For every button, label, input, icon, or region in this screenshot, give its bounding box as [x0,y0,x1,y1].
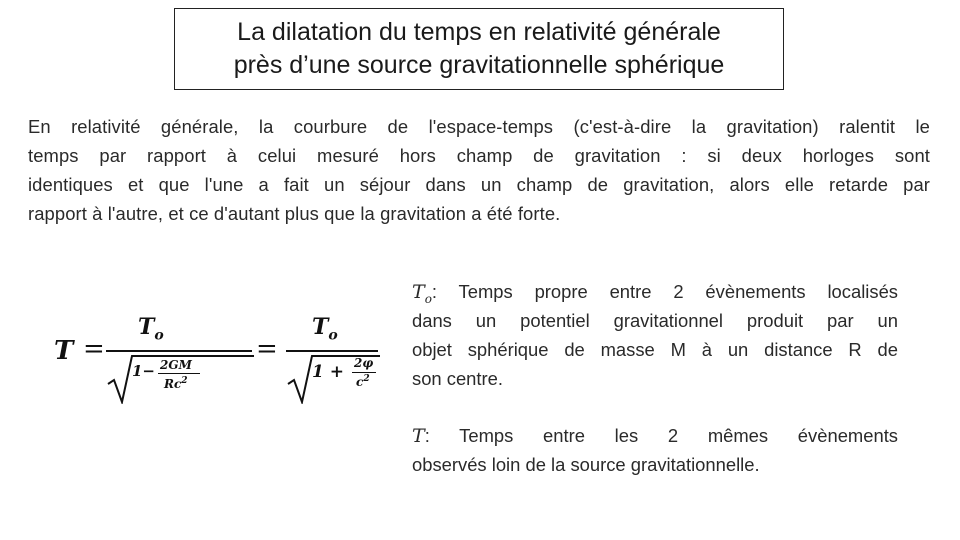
definition-line: observés loin de la source gravitationnelle. [412,454,760,475]
definition-t [412,421,898,479]
fraction2-inner-bar [352,372,376,373]
fraction1-numerator: $T_o$ [138,314,164,344]
fraction2-numerator: $T_o$ [312,314,338,344]
fraction2-inner-den: $c^2$ [356,374,370,389]
fraction2-one: 1 + [312,362,344,382]
intro-line: En relativité générale, la courbure de l'espace-temps (c'est-à-dire la gravitation) ralentit le [28,116,930,137]
fraction2-inner-num: 2φ [354,356,374,370]
intro-line: temps par rapport à celui mesuré hors champ de gravitation : si deux horloges sont [28,145,930,166]
intro-line: rapport à l'autre, et ce d'autant plus que la gravitation a été forte. [28,203,561,224]
definition-line: $T_o$: Temps propre entre 2 évènements localisés [412,281,898,306]
title-line-2: près d’une source gravitationnelle sphérique [233,51,725,79]
definition-line: T: Temps entre les 2 mêmes évènements [412,425,898,447]
formula-equals: = [83,334,105,364]
symbol-t: T [412,425,425,447]
definition-line: son centre. [412,368,503,389]
symbol-t0: $T_o$ [412,281,432,306]
formula-equals: = [256,334,278,364]
fraction1-inner-den: Rc$^2$ [164,376,188,391]
title-box [174,8,784,90]
definition-line: objet sphérique de masse M à un distance R de [412,339,898,360]
fraction1-inner-bar [158,373,200,374]
title-line-1: La dilatation du temps en relativité générale [237,18,721,46]
intro-paragraph [28,112,930,228]
time-dilation-formula [50,310,374,410]
definition-t0 [412,277,898,393]
intro-line: identiques et que l'une a fait un séjour dans un champ de gravitation, alors elle retarde par [28,174,930,195]
fraction1-one: 1− [132,362,156,380]
fraction1-inner-num: 2GM [160,358,192,372]
definition-line: dans un potentiel gravitationnel produit par un [412,310,898,331]
formula-lhs: T [54,336,74,366]
